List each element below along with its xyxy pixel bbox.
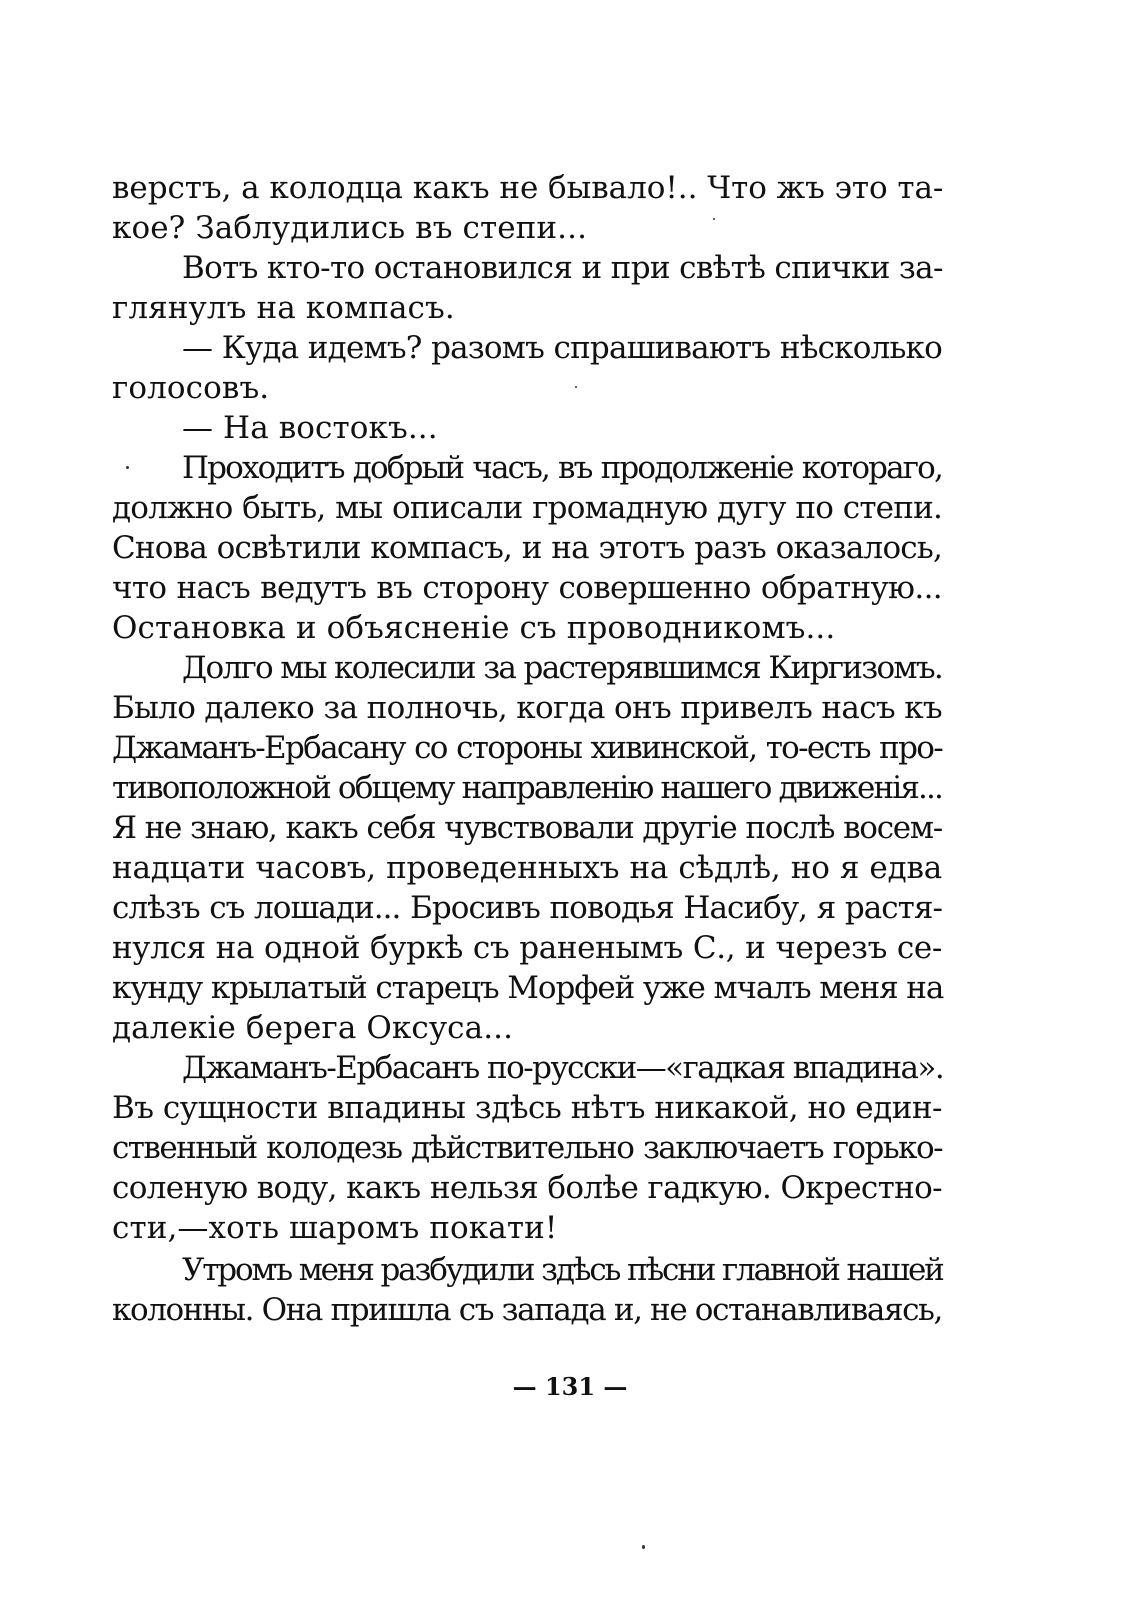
text-line: Джаманъ-Ербасану со стороны хивинской, то-есть про-	[112, 730, 942, 766]
print-speck	[126, 466, 129, 469]
text-line: сти,—хоть шаромъ покати!	[112, 1210, 558, 1246]
text-line: колонны. Она пришла съ запада и, не останавливаясь,	[112, 1292, 942, 1328]
text-line: Долго мы колесили за растерявшимся Киргизомъ.	[182, 650, 942, 686]
text-line: должно быть, мы описали громадную дугу по степи.	[112, 490, 942, 526]
text-line: Утромъ меня разбудили здѣсь пѣсни главной нашей	[182, 1252, 943, 1288]
print-speck	[575, 386, 577, 388]
text-line: Остановка и объясненіе съ проводникомъ...	[112, 610, 836, 646]
text-line: далекіе берега Оксуса...	[112, 1010, 514, 1046]
text-line: слѣзъ съ лошади... Бросивъ поводья Насибу, я растя-	[112, 890, 942, 926]
print-speck	[642, 1545, 645, 1549]
text-line: — Куда идемъ? разомъ спрашиваютъ нѣсколько	[182, 330, 942, 366]
text-line: надцати часовъ, проведенныхъ на сѣдлѣ, но я едва	[112, 850, 942, 886]
text-line: нулся на одной буркѣ съ раненымъ С., и черезъ се-	[112, 930, 942, 966]
text-line: Было далеко за полночь, когда онъ привелъ насъ къ	[112, 690, 943, 726]
text-line: тивоположной общему направленію нашего движенія...	[112, 770, 943, 806]
text-line: Проходитъ добрый часъ, въ продолженіе котораго,	[182, 450, 942, 486]
print-speck	[713, 218, 715, 220]
text-line: кое? Заблудились въ степи...	[112, 210, 588, 246]
text-line: Я не знаю, какъ себя чувствовали другіе послѣ восем-	[112, 810, 942, 846]
text-line: — На востокъ...	[182, 410, 438, 446]
text-line: что насъ ведутъ въ сторону совершенно обратную...	[112, 570, 942, 606]
page-number: — 131 —	[512, 1372, 628, 1401]
text-line: кунду крылатый старецъ Морфей уже мчалъ меня на	[112, 970, 944, 1006]
text-line: Джаманъ-Ербасанъ по-русски—«гадкая впадина».	[182, 1050, 944, 1086]
text-line: соленую воду, какъ нельзя болѣе гадкую. Окрестно-	[112, 1170, 942, 1206]
text-line: глянулъ на компасъ.	[112, 290, 455, 326]
text-line: ственный колодезь дѣйствительно заключаетъ горько-	[112, 1130, 942, 1166]
text-line: Въ сущности впадины здѣсь нѣтъ никакой, но един-	[112, 1090, 942, 1126]
text-line: голосовъ.	[112, 370, 270, 406]
text-line: Снова освѣтили компасъ, и на этотъ разъ оказалось,	[112, 530, 942, 566]
text-line: верстъ, а колодца какъ не бывало!.. Что жъ это та-	[112, 170, 944, 206]
text-line: Вотъ кто-то остановился и при свѣтѣ спички за-	[182, 250, 943, 286]
